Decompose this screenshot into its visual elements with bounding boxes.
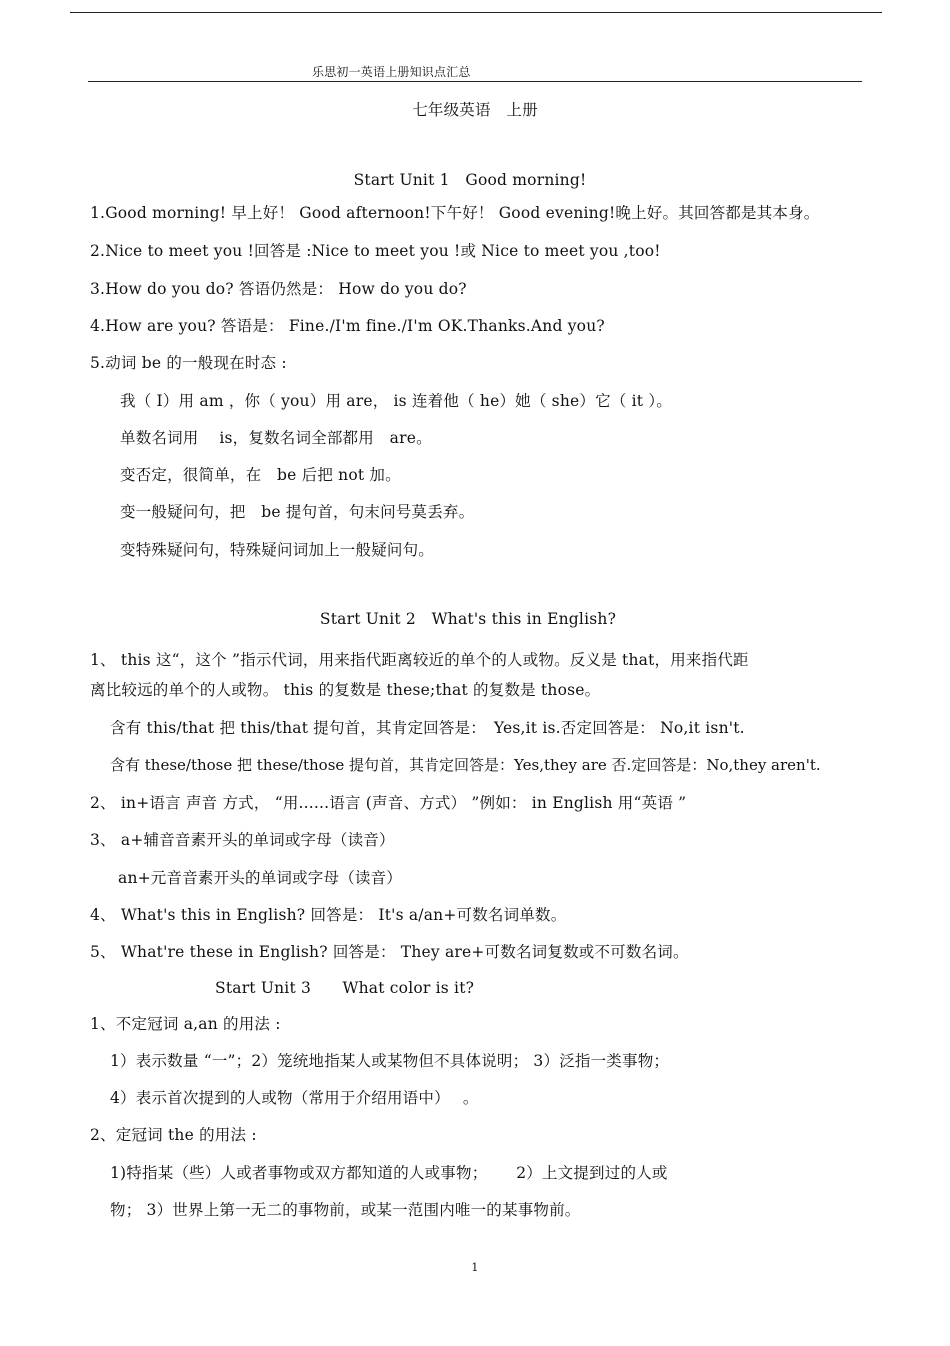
- unit2-line-6: 3、 a+辅音音素开头的单词或字母（读音）: [90, 831, 395, 849]
- running-header-title: 乐思初一英语上册知识点汇总: [312, 65, 471, 79]
- unit2-line-3: 含有 this/that 把 this/that 提句首，其肯定回答是： Yes,it is.否定回答是： No,it isn't.: [110, 719, 745, 737]
- unit1-line-3: 3.How do you do? 答语仍然是： How do you do?: [90, 280, 467, 298]
- unit1-line-4: 4.How are you? 答语是： Fine./I'm fine./I'm OK.Thanks.And you?: [90, 317, 605, 335]
- unit2-line-8: 4、 What's this in English? 回答是： It's a/an+可数名词单数。: [90, 906, 567, 924]
- document-title: 七年级英语 上册: [412, 101, 538, 119]
- unit3-line-4: 2、定冠词 the 的用法 :: [90, 1126, 257, 1144]
- unit2-line-7: an+元音音素开头的单词或字母（读音）: [118, 869, 403, 887]
- unit3-line-6: 物； 3）世界上第一无二的事物前，或某一范围内唯一的某事物前。: [110, 1201, 581, 1219]
- unit1-line-2: 2.Nice to meet you !回答是 :Nice to meet you !或 Nice to meet you ,too!: [90, 242, 661, 260]
- unit3-line-1: 1、不定冠词 a,an 的用法 :: [90, 1015, 281, 1033]
- unit1-rhyme-5: 变特殊疑问句，特殊疑问词加上一般疑问句。: [120, 541, 435, 559]
- unit3-line-5: 1)特指某（些）人或者事物或双方都知道的人或事物； 2）上文提到过的人或: [110, 1164, 668, 1182]
- unit2-line-4: 含有 these/those 把 these/those 提句首，其肯定回答是：Yes,they are 否.定回答是：No,they aren't.: [110, 756, 821, 774]
- unit2-heading: Start Unit 2 What's this in English?: [319, 610, 617, 628]
- top-border-rule: [70, 12, 882, 13]
- unit1-rhyme-4: 变一般疑问句，把 be 提句首，句末问号莫丢弃。: [120, 503, 475, 521]
- unit1-rhyme-2: 单数名词用 is，复数名词全部都用 are。: [120, 429, 432, 447]
- page-number: 1: [471, 1261, 479, 1274]
- unit2-line-2: 离比较远的单个的人或物。 this 的复数是 these;that 的复数是 those。: [90, 681, 601, 699]
- unit1-heading: Start Unit 1 Good morning!: [353, 171, 587, 189]
- unit1-line-5: 5.动词 be 的一般现在时态 :: [90, 354, 287, 372]
- unit1-line-1: 1.Good morning! 早上好！ Good afternoon!下午好！ Good evening!晚上好。其回答都是其本身。: [90, 204, 820, 222]
- unit3-line-2: 1）表示数量 “一”；2）笼统地指某人或某物但不具体说明； 3）泛指一类事物；: [110, 1052, 670, 1070]
- unit1-rhyme-3: 变否定，很简单，在 be 后把 not 加。: [120, 466, 401, 484]
- unit1-rhyme-1: 我（ I）用 am ，你（ you）用 are， is 连着他（ he）她（ she）它（ it ）。: [120, 392, 672, 410]
- header-rule: [88, 81, 862, 82]
- unit2-line-1: 1、 this 这“，这个 ”指示代词，用来指代距离较近的单个的人或物。反义是 that，用来指代距: [90, 651, 749, 669]
- unit3-line-3: 4）表示首次提到的人或物（常用于介绍用语中） 。: [110, 1089, 479, 1107]
- unit2-line-9: 5、 What're these in English? 回答是： They are+可数名词复数或不可数名词。: [90, 943, 689, 961]
- unit3-heading: Start Unit 3 What color is it?: [215, 979, 475, 997]
- unit2-line-5: 2、 in+语言 声音 方式， “用......语言 (声音、方式） ”例如： in English 用“英语 ”: [90, 794, 687, 812]
